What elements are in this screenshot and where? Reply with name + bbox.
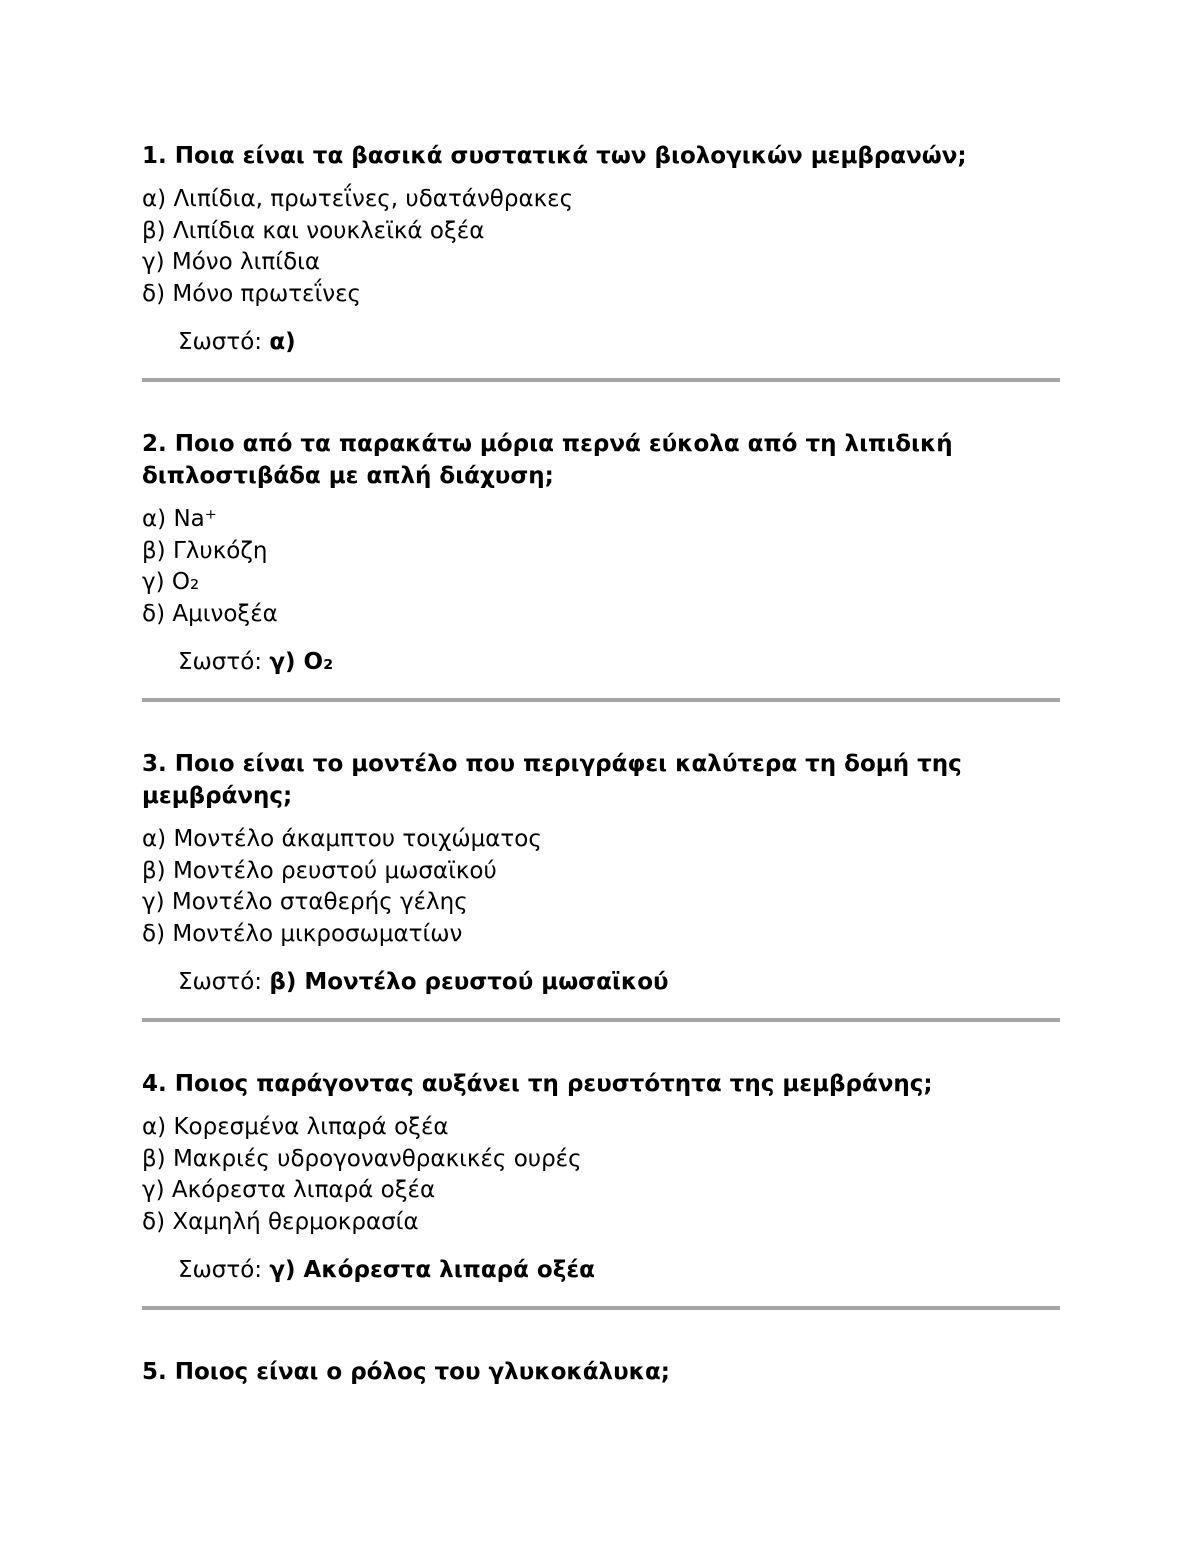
- question-5: [142, 1356, 1060, 1388]
- section-divider: [142, 1018, 1060, 1022]
- option-a: α) Μοντέλο άκαμπτου τοιχώματος: [142, 826, 542, 852]
- question-2: [142, 428, 1060, 678]
- option-d: δ) Χαμηλή θερμοκρασία: [142, 1208, 419, 1235]
- option-c: γ) O₂: [142, 569, 200, 595]
- option-list: [142, 824, 1060, 950]
- question-1: [142, 140, 1060, 358]
- question-title: 3. Ποιο είναι το μοντέλο που περιγράφει καλύτερα τη δομή της μεμβράνης;: [142, 751, 962, 809]
- correct-answer: [178, 326, 1060, 358]
- option-c: γ) Ακόρεστα λιπαρά οξέα: [142, 1177, 436, 1203]
- answer-label: Σωστό:: [178, 329, 263, 355]
- option-d: δ) Αμινοξέα: [142, 600, 278, 627]
- option-b: β) Μακριές υδρογονανθρακικές ουρές: [142, 1145, 582, 1172]
- option-c: γ) Μόνο λιπίδια: [142, 249, 321, 275]
- option-list: [142, 504, 1060, 630]
- question-4: [142, 1068, 1060, 1286]
- answer-value: γ) Ακόρεστα λιπαρά οξέα: [269, 1257, 595, 1283]
- option-a: α) Κορεσμένα λιπαρά οξέα: [142, 1114, 449, 1140]
- answer-label: Σωστό:: [178, 1257, 263, 1283]
- answer-value: γ) O₂: [269, 649, 334, 675]
- correct-answer: [178, 646, 1060, 678]
- option-list: [142, 1112, 1060, 1238]
- answer-value: β) Μοντέλο ρευστού μωσαϊκού: [269, 969, 669, 995]
- correct-answer: [178, 1254, 1060, 1286]
- correct-answer: [178, 966, 1060, 998]
- quiz-document: [142, 140, 1060, 1400]
- option-list: [142, 184, 1060, 310]
- option-b: β) Λιπίδια και νουκλεϊκά οξέα: [142, 217, 485, 244]
- question-title: 5. Ποιος είναι ο ρόλος του γλυκοκάλυκα;: [142, 1359, 670, 1385]
- answer-label: Σωστό:: [178, 969, 263, 995]
- answer-value: α): [269, 329, 296, 355]
- section-divider: [142, 1306, 1060, 1310]
- option-a: α) Na⁺: [142, 506, 217, 532]
- section-divider: [142, 378, 1060, 382]
- question-title: 2. Ποιο από τα παρακάτω μόρια περνά εύκολα από τη λιπιδική διπλοστιβάδα με απλή διάχυση;: [142, 431, 953, 489]
- question-title: 4. Ποιος παράγοντας αυξάνει τη ρευστότητα της μεμβράνης;: [142, 1071, 933, 1097]
- question-3: [142, 748, 1060, 998]
- option-b: β) Γλυκόζη: [142, 537, 268, 564]
- option-c: γ) Μοντέλο σταθερής γέλης: [142, 889, 468, 915]
- option-d: δ) Μόνο πρωτεΐνες: [142, 280, 362, 307]
- answer-label: Σωστό:: [178, 649, 263, 675]
- option-d: δ) Μοντέλο μικροσωματίων: [142, 920, 463, 947]
- question-title: 1. Ποια είναι τα βασικά συστατικά των βιολογικών μεμβρανών;: [142, 143, 967, 169]
- section-divider: [142, 698, 1060, 702]
- option-b: β) Μοντέλο ρευστού μωσαϊκού: [142, 857, 497, 884]
- option-a: α) Λιπίδια, πρωτεΐνες, υδατάνθρακες: [142, 186, 574, 212]
